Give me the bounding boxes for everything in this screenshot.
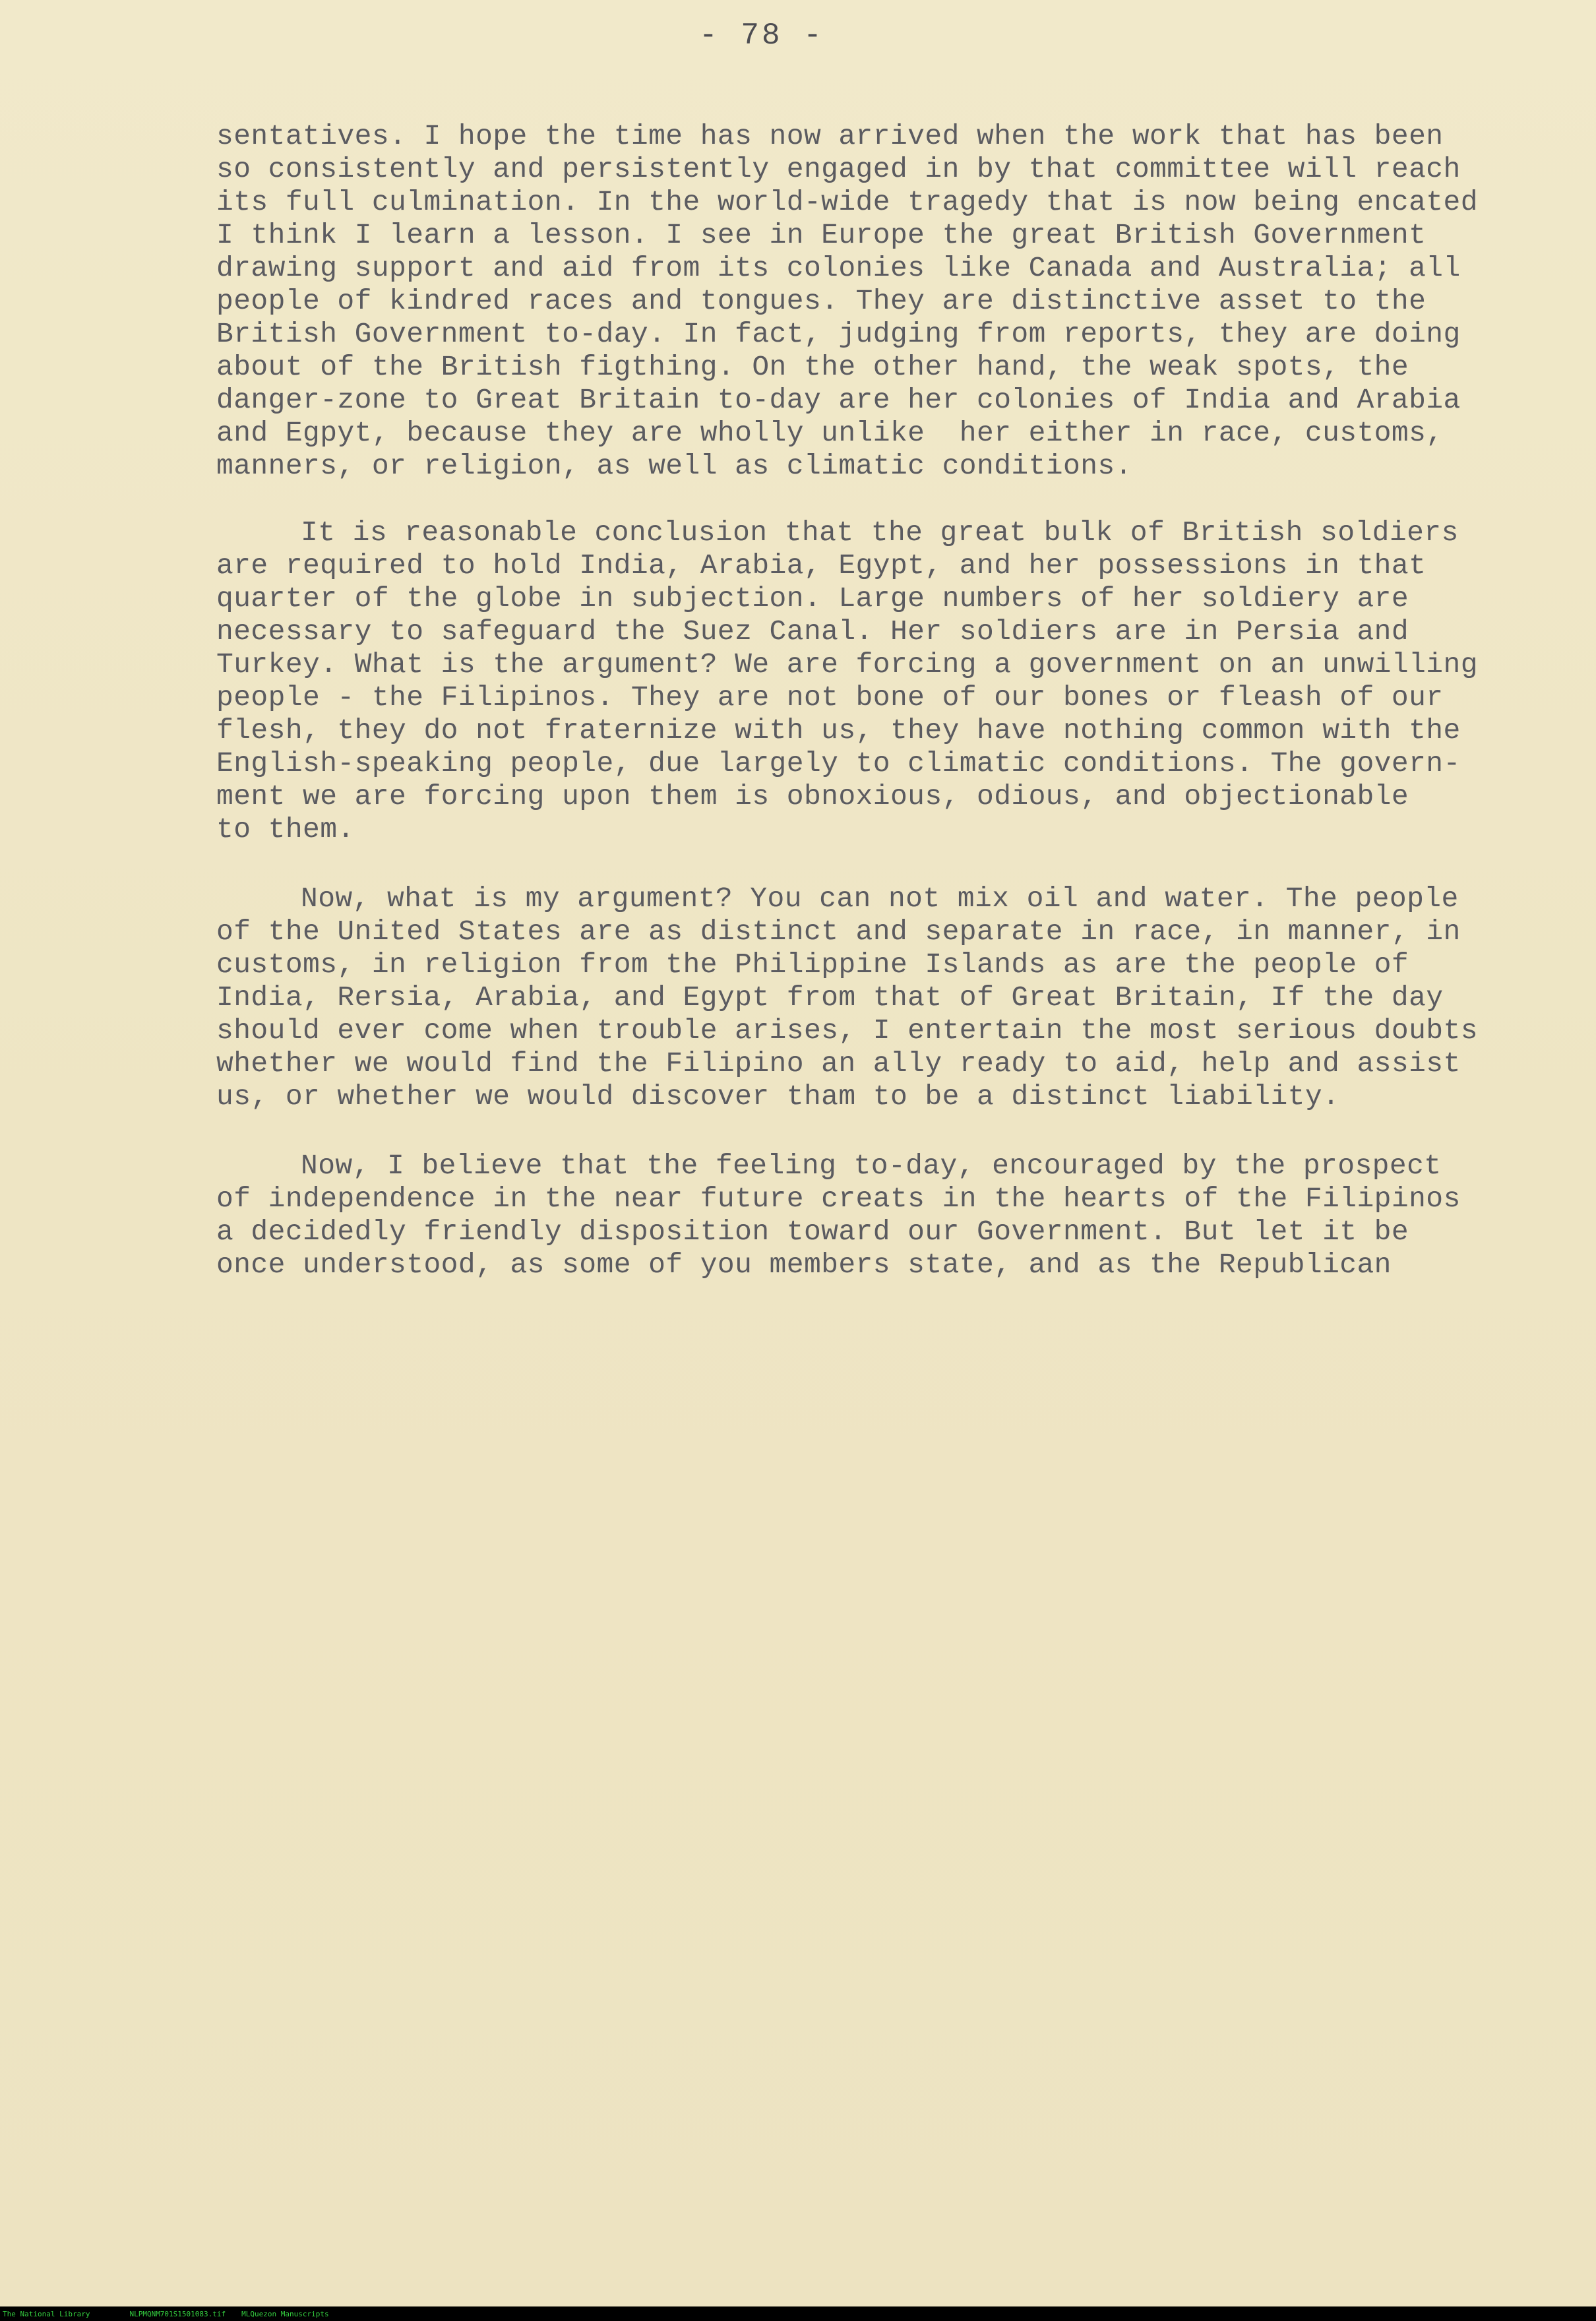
text-line: danger-zone to Great Britain to-day are her colonies of India and Arabia bbox=[216, 384, 1461, 416]
text-line: once understood, as some of you members state, and as the Republican bbox=[216, 1248, 1392, 1281]
typed-text-body bbox=[216, 120, 1489, 1282]
text-line: sentatives. I hope the time has now arrived when the work that has been bbox=[216, 120, 1444, 152]
page-number: - 78 - bbox=[699, 18, 824, 53]
text-line: I think I learn a lesson. I see in Europe the great British Government bbox=[216, 219, 1427, 251]
text-line: necessary to safeguard the Suez Canal. Her soldiers are in Persia and bbox=[216, 615, 1409, 648]
scan-footer-bar bbox=[0, 2306, 1596, 2321]
text-line: It is reasonable conclusion that the great bulk of British soldiers bbox=[301, 516, 1459, 549]
paragraph-2 bbox=[216, 516, 1489, 846]
text-line: of independence in the near future creats in the hearts of the Filipinos bbox=[216, 1182, 1461, 1215]
text-line: so consistently and persistently engaged in by that committee will reach bbox=[216, 153, 1461, 185]
paragraph-gap bbox=[216, 483, 1489, 516]
text-line: drawing support and aid from its colonies like Canada and Australia; all bbox=[216, 252, 1461, 284]
text-line: flesh, they do not fraternize with us, they have nothing common with the bbox=[216, 714, 1461, 747]
footer-library: The National Library bbox=[3, 2309, 90, 2318]
text-line: English-speaking people, due largely to climatic conditions. The govern- bbox=[216, 747, 1461, 780]
text-line: us, or whether we would discover tham to be a distinct liability. bbox=[216, 1080, 1340, 1113]
paragraph-3 bbox=[216, 882, 1489, 1113]
paragraph-gap bbox=[216, 846, 1489, 882]
text-line: should ever come when trouble arises, I entertain the most serious doubts bbox=[216, 1014, 1478, 1047]
text-line: customs, in religion from the Philippine Islands as are the people of bbox=[216, 948, 1409, 981]
paragraph-1 bbox=[216, 120, 1489, 483]
text-line: Now, what is my argument? You can not mix oil and water. The people bbox=[301, 882, 1459, 915]
paragraph-4 bbox=[216, 1150, 1489, 1282]
text-line: Turkey. What is the argument? We are forcing a government on an unwilling bbox=[216, 648, 1478, 681]
text-line: about of the British figthing. On the other hand, the weak spots, the bbox=[216, 351, 1409, 383]
text-line: people - the Filipinos. They are not bone of our bones or fleash of our bbox=[216, 681, 1444, 714]
paragraph-gap bbox=[216, 1113, 1489, 1150]
text-line: manners, or religion, as well as climatic conditions. bbox=[216, 450, 1132, 482]
text-line: whether we would find the Filipino an ally ready to aid, help and assist bbox=[216, 1047, 1461, 1080]
text-line: a decidedly friendly disposition toward our Government. But let it be bbox=[216, 1215, 1409, 1248]
text-line: its full culmination. In the world-wide tragedy that is now being encated bbox=[216, 186, 1478, 218]
text-line: British Government to-day. In fact, judging from reports, they are doing bbox=[216, 318, 1461, 350]
text-line: are required to hold India, Arabia, Egypt, and her possessions in that bbox=[216, 549, 1427, 582]
text-line: of the United States are as distinct and separate in race, in manner, in bbox=[216, 915, 1461, 948]
text-line: people of kindred races and tongues. They are distinctive asset to the bbox=[216, 285, 1427, 317]
footer-filename: NLPMQNM701S1501083.tif bbox=[129, 2309, 226, 2318]
text-line: to them. bbox=[216, 813, 355, 846]
footer-collection: MLQuezon Manuscripts bbox=[241, 2309, 329, 2318]
text-line: Now, I believe that the feeling to-day, encouraged by the prospect bbox=[301, 1149, 1442, 1182]
text-line: quarter of the globe in subjection. Large numbers of her soldiery are bbox=[216, 582, 1409, 615]
text-line: India, Rersia, Arabia, and Egypt from that of Great Britain, If the day bbox=[216, 981, 1444, 1014]
text-line: and Egpyt, because they are wholly unlike her either in race, customs, bbox=[216, 417, 1444, 449]
text-line: ment we are forcing upon them is obnoxious, odious, and objectionable bbox=[216, 780, 1409, 813]
